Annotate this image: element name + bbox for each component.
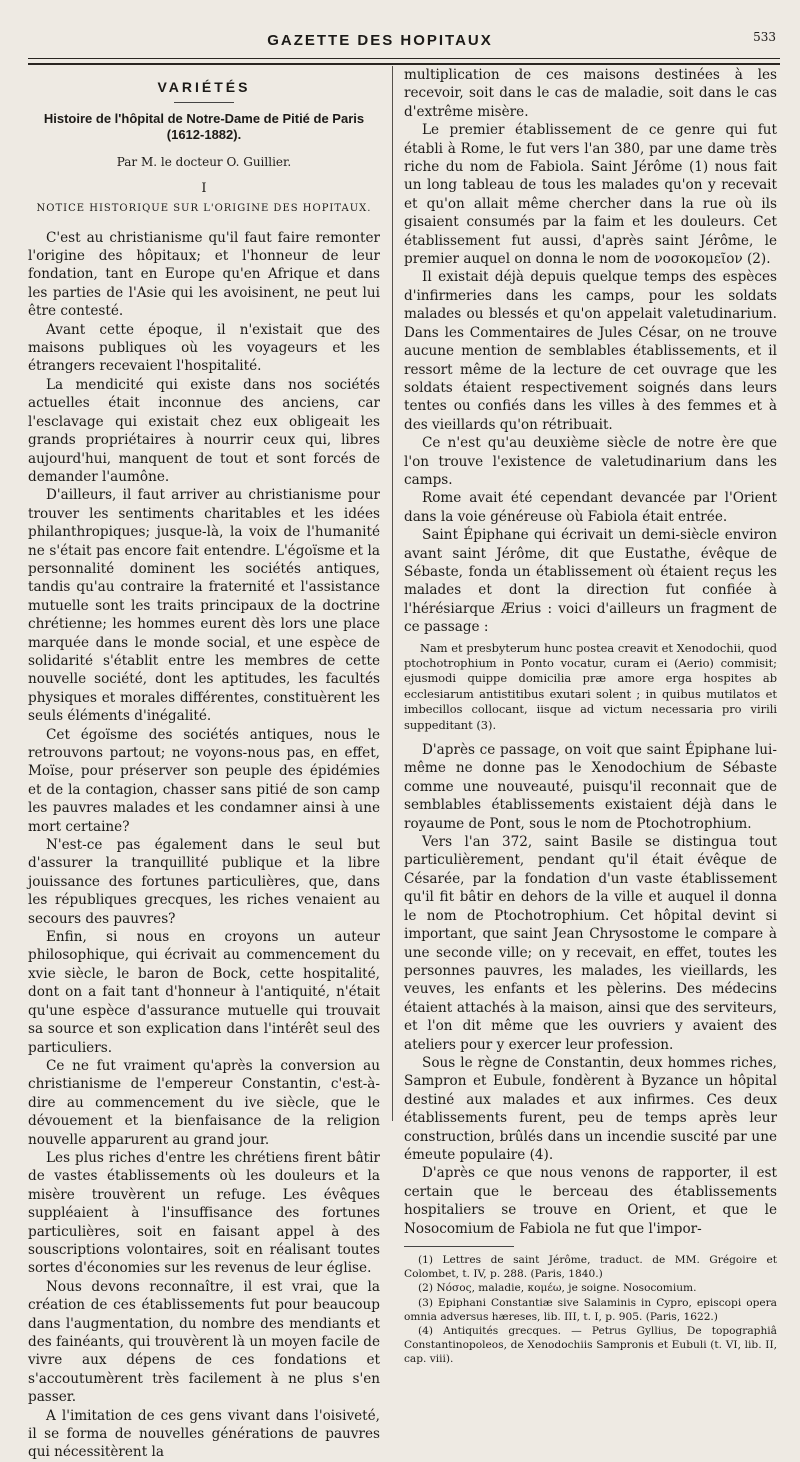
paragraph: multiplication de ces maisons destinées à les recevoir, soit dans le cas de maladie, soit dans le cas d'extrême misère. — [404, 67, 777, 120]
paragraph: Les plus riches d'entre les chrétiens firent bâtir de vastes établissements où les douleurs et la misère trouvèrent un refuge. Les évêques suppléaient à l'insuffisance des fortunes particulières, soit en faisant appel à des souscriptions volontaires, soit en réalisant toutes sortes d'économies sur les revenus de leur église. — [28, 1149, 380, 1277]
paragraph: D'ailleurs, il faut arriver au christianisme pour trouver les sentiments charitables et les idées philanthropiques; jusque-là, la voix de l'humanité ne s'était pas encore fait entendre. L'égoïsme et la personnalité dominent les sociétés antiques, tandis qu'au contraire la fraternité et l'assistance mutuelle sont les traits principaux de la doctrine chrétienne; les hommes eurent dès lors une place marquée dans le monde social, et une espèce de solidarité s'établit entre les membres de cette nouvelle société, dont les aptitudes, les facultés physiques et morales différentes, constituèrent les seuls éléments d'inégalité. — [28, 487, 380, 725]
paragraph: C'est au christianisme qu'il faut faire remonter l'origine des hôpitaux; et l'honneur de leur fondation, tant en Europe qu'en Afrique et dans les parties de l'Asie qui les avoisinent, ne peut lui être contesté. — [28, 229, 380, 320]
paragraph: Ce ne fut vraiment qu'après la conversion au christianisme de l'empereur Constantin, c'est-à-dire au commencement du ive siècle, que le dévouement et la bienfaisance de la religion nouvelle apparurent au grand jour. — [28, 1057, 380, 1148]
column-divider — [392, 66, 393, 1121]
chapter-number: I — [201, 180, 207, 196]
paragraph: Ce n'est qu'au deuxième siècle de notre ère que l'on trouve l'existence de valetudinarium dans les camps. — [404, 435, 777, 488]
paragraph: Enfin, si nous en croyons un auteur philosophique, qui écrivait au commencement du xvie siècle, le baron de Bock, cette hospitalité, dont on a fait tant d'honneur à l'antiquité, n'était qu'une espèce d'assurance mutuelle qui trouvait sa source et son explication dans l'intérêt seul des particuliers. — [28, 929, 380, 1056]
section-rule — [174, 102, 234, 103]
right-column — [404, 66, 777, 1367]
paragraph: Avant cette époque, il n'existait que des maisons publiques où les voyageurs et les étrangers recevaient l'hospitalité. — [28, 321, 380, 375]
footnote: (2) Νόσος, maladie, κομέω, je soigne. Nosocomium. — [418, 1282, 697, 1295]
paragraph: N'est-ce pas également dans le seul but d'assurer la tranquillité publique et la libre jouissance des fortunes particulières, que, dans les républiques grecques, les riches venaient au secours des pauvres? — [28, 837, 380, 927]
byline: Par M. le docteur O. Guillier. — [116, 155, 292, 170]
left-column — [28, 66, 380, 1462]
paragraph: Saint Épiphane qui écrivait un demi-siècle environ avant saint Jérôme, dit que Eustathe, évêque de Sébaste, fonda un établissement où étaient reçus les malades et dont la direction fut confiée à l'hérésiarque Ærius : voici d'ailleurs un fragment de ce passage : — [404, 527, 777, 636]
paragraph: Cet égoïsme des sociétés antiques, nous le retrouvons partout; ne voyons-nous pas, en effet, Moïse, pour préserver son peuple des épidémies et de la contagion, chasser sans pitié de son camp les pauvres malades et les condamner ainsi à une mort certaine? — [28, 726, 380, 835]
header-rule-thick — [28, 63, 780, 65]
footnote: (3) Epiphani Constantiæ sive Salaminis in Cypro, episcopi opera omnia adversus hæreses, lib. III, t. I, p. 905. (Paris, 1622.) — [404, 1296, 777, 1323]
paragraph: Rome avait été cependant devancée par l'Orient dans la voie généreuse où Fabiola était entrée. — [404, 490, 777, 525]
paragraph: A l'imitation de ces gens vivant dans l'oisiveté, il se forma de nouvelles générations de pauvres qui nécessitèrent la — [28, 1407, 380, 1461]
journal-title: GAZETTE DES HOPITAUX — [267, 32, 493, 49]
chapter-title: NOTICE HISTORIQUE SUR L'ORIGINE DES HOPITAUX. — [36, 203, 372, 215]
footnote: (4) Antiquités grecques. — Petrus Gyllius, De topographiâ Constantinopoleos, de Xenodochiis Sampronis et Eubuli (t. VI, lib. II, cap. viii). — [404, 1325, 777, 1366]
paragraph: Nous devons reconnaître, il est vrai, que la création de ces établissements fut pour beaucoup dans l'augmentation, du nombre des mendiants et des fainéants, qui trouvèrent là un moyen facile de vivre aux dépens de ces fondations et s'accoutumèrent très facilement à ne plus s'en passer. — [28, 1278, 380, 1406]
paragraph: La mendicité qui existe dans nos sociétés actuelles était inconnue des anciens, car l'esclavage qui existait chez eux obligeait les grands propriétaires à nourrir ceux qui, libres aujourd'hui, manquent de tout et sont forcés de demander l'aumône. — [28, 376, 380, 485]
footnote: (1) Lettres de saint Jérôme, traduct. de MM. Grégoire et Colombet, t. IV, p. 288. (Paris, 1840.) — [404, 1254, 777, 1281]
paragraph: Sous le règne de Constantin, deux hommes riches, Sampron et Eubule, fondèrent à Byzance un hôpital destiné aux malades et aux infirmes. Ces deux établissements furent, peu de temps après leur construction, brûlés dans un incendie suscité par une émeute populaire (4). — [404, 1054, 777, 1163]
section-title: VARIÉTÉS — [157, 79, 251, 95]
paragraph: Le premier établissement de ce genre qui fut établi à Rome, le fut vers l'an 380, par une dame très riche du nom de Fabiola. Saint Jérôme (1) nous fait un long tableau de tous les malades qu'on y recevait et qu'on allait même chercher dans la rue où ils gisaient consumés par la faim et les douleurs. Cet établissement fut aussi, d'après saint Jérôme, le premier auquel on donna le nom de νοσοκομεῖον (2). — [404, 122, 777, 268]
article-title: Histoire de l'hôpital de Notre-Dame de Pitié de Paris (1612-1882). — [43, 111, 365, 143]
page-number: 533 — [753, 30, 776, 44]
header-rule — [28, 58, 780, 59]
paragraph: Vers l'an 372, saint Basile se distingua tout particulièrement, pendant qu'il était évêque de Césarée, par la fondation d'un vaste établissement qu'il fit bâtir en dehors de la ville et auquel il donna le nom de Ptochotrophium. Cet hôpital devint si important, que saint Jean Chrysostome le compare à une seconde ville; on y recevait, en effet, toutes les personnes pauvres, les malades, les vieillards, les veuves, les enfants et les pèlerins. Des médecins étaient attachés à la maison, ainsi que des serviteurs, et l'on dit même que les ouvriers y avaient des ateliers pour y exercer leur profession. — [404, 834, 777, 1053]
paragraph: D'après ce que nous venons de rapporter, il est certain que le berceau des établissements hospitaliers se trouve en Orient, et que le Nosocomium de Fabiola ne fut que l'impor- — [404, 1165, 777, 1237]
paragraph: Il existait déjà depuis quelque temps des espèces d'infirmeries dans les camps, pour les soldats malades ou blessés et qu'on appelait valetudinarium. Dans les Commentaires de Jules César, on ne trouve aucune mention de semblables établissements, et il ressort même de la lecture de cet ouvrage que les soldats étaient respectivement soignés dans leurs tentes ou confiés dans les villes à des femmes et à des vieillards qu'on rétribuait. — [404, 269, 777, 433]
footnote-rule — [404, 1246, 514, 1247]
latin-quote: Nam et presbyterum hunc postea creavit et Xenodochii, quod ptochotrophium in Ponto vocatur, curam ei (Aerio) commisit; ejusmodi quippe domicilia præ amore erga hospites ab ecclesiarum antistitibus exutari solent ; in quibus mutilatos et imbecillos collocant, iisque ad victum necessaria pro virili suppeditant (3). — [404, 640, 777, 732]
page-header — [0, 30, 800, 54]
paragraph: D'après ce passage, on voit que saint Épiphane lui-même ne donne pas le Xenodochium de Sébaste comme une nouveauté, puisqu'il reconnait que de semblables établissements existaient déjà dans le royaume de Pont, sous le nom de Ptochotrophium. — [404, 742, 777, 832]
